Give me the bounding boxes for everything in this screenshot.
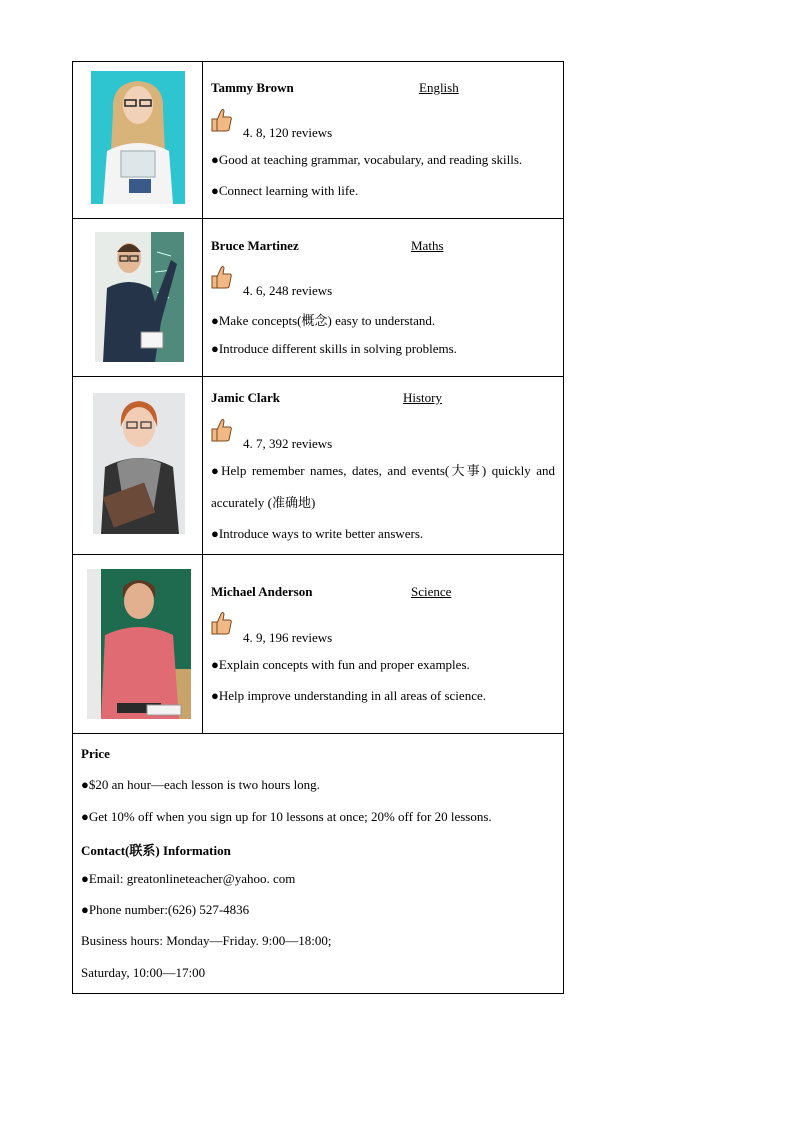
- teacher-info-cell: [203, 62, 564, 219]
- contact-heading: Contact(联系) Information: [81, 843, 231, 858]
- teacher-info-cell: [203, 377, 564, 555]
- teacher-photo-cell: [73, 377, 203, 555]
- price-heading: Price: [81, 746, 110, 761]
- teacher-point: ●Explain concepts with fun and proper examples.: [211, 657, 470, 672]
- teacher-info-cell: [203, 555, 564, 734]
- teacher-subject: Maths: [411, 238, 444, 253]
- price-contact-cell: [73, 734, 564, 994]
- teacher-subject: History: [403, 390, 442, 405]
- teacher-row: [73, 377, 564, 555]
- teacher-point: ●Good at teaching grammar, vocabulary, and reading skills.: [211, 152, 523, 167]
- teacher-point: ●Help improve understanding in all areas of science.: [211, 688, 486, 703]
- teacher-photo-bruce: [95, 232, 184, 362]
- teacher-name: Bruce Martinez: [211, 238, 299, 253]
- teacher-flyer: [72, 61, 564, 994]
- business-hours-saturday: Saturday, 10:00—17:00: [81, 965, 206, 980]
- teacher-point: ●Introduce different skills in solving problems.: [211, 341, 457, 356]
- contact-email: ●Email: greatonlineteacher@yahoo. com: [81, 871, 296, 886]
- teacher-name: Tammy Brown: [211, 80, 294, 95]
- teacher-row: [73, 219, 564, 377]
- teacher-photo-michael: [87, 569, 191, 719]
- teacher-point: ●Make concepts(概念) easy to understand.: [211, 313, 436, 328]
- contact-phone: ●Phone number:(626) 527-4836: [81, 902, 250, 917]
- teacher-rating: 4. 8, 120 reviews: [243, 125, 333, 140]
- teacher-rating: 4. 7, 392 reviews: [243, 436, 333, 451]
- teacher-info-cell: [203, 219, 564, 377]
- teacher-name: Jamic Clark: [211, 390, 280, 405]
- price-line: ●Get 10% off when you sign up for 10 lessons at once; 20% off for 20 lessons.: [81, 809, 492, 824]
- teacher-point: ●Connect learning with life.: [211, 183, 359, 198]
- teacher-row: [73, 555, 564, 734]
- teacher-photo-tammy: [91, 71, 185, 204]
- teacher-name: Michael Anderson: [211, 584, 313, 599]
- teacher-subject: English: [419, 80, 459, 95]
- teacher-point: ●Introduce ways to write better answers.: [211, 526, 424, 541]
- teacher-photo-cell: [73, 62, 203, 219]
- teacher-photo-cell: [73, 555, 203, 734]
- thumbs-up-icon: [209, 610, 233, 636]
- thumbs-up-icon: [209, 107, 233, 133]
- teacher-rating: 4. 9, 196 reviews: [243, 630, 333, 645]
- teacher-table: [72, 61, 564, 994]
- price-contact-row: [73, 734, 564, 994]
- teacher-point: ●Help remember names, dates, and events(大事) quickly and accurately (准确地): [211, 463, 555, 510]
- teacher-rating: 4. 6, 248 reviews: [243, 283, 333, 298]
- teacher-photo-cell: [73, 219, 203, 377]
- teacher-subject: Science: [411, 584, 452, 599]
- thumbs-up-icon: [209, 264, 233, 290]
- business-hours-weekday: Business hours: Monday—Friday. 9:00—18:00;: [81, 933, 332, 948]
- thumbs-up-icon: [209, 417, 233, 443]
- teacher-photo-jamic: [93, 393, 185, 534]
- teacher-row: [73, 62, 564, 219]
- price-line: ●$20 an hour—each lesson is two hours long.: [81, 777, 320, 792]
